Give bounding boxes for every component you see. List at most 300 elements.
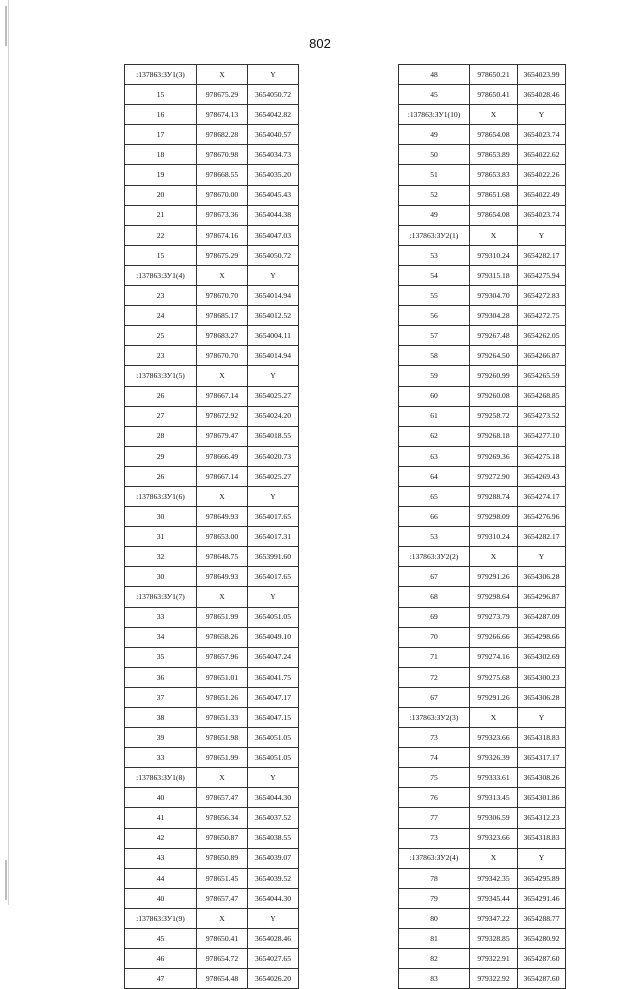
y-coordinate-cell: 3654272.75 <box>518 306 566 326</box>
y-coordinate-cell: 3654272.83 <box>518 286 566 306</box>
parcel-id-cell: :137863:ЗУ2(3) <box>399 708 470 728</box>
coordinate-row <box>125 185 299 205</box>
y-coordinate-cell: 3654051.05 <box>248 748 299 768</box>
coordinates-table-left <box>124 64 299 989</box>
y-coordinate-cell: 3654028.46 <box>248 929 299 949</box>
parcel-id-cell: :137863:ЗУ1(5) <box>125 366 197 386</box>
point-number-cell: 65 <box>399 486 470 506</box>
x-coordinate-cell: 978651.99 <box>197 607 248 627</box>
point-number-cell: 34 <box>125 627 197 647</box>
section-header-row <box>125 768 299 788</box>
coordinate-row <box>399 185 566 205</box>
point-number-cell: 26 <box>125 466 197 486</box>
coordinate-row <box>399 607 566 627</box>
y-coordinate-cell: 3654022.62 <box>518 145 566 165</box>
point-number-cell: 15 <box>125 85 197 105</box>
coordinate-row <box>399 929 566 949</box>
x-header-cell: X <box>470 225 518 245</box>
point-number-cell: 58 <box>399 346 470 366</box>
y-coordinate-cell: 3654295.89 <box>518 868 566 888</box>
point-number-cell: 61 <box>399 406 470 426</box>
coordinate-row <box>125 446 299 466</box>
coordinate-row <box>399 687 566 707</box>
y-header-cell: Y <box>248 587 299 607</box>
y-header-cell: Y <box>248 908 299 928</box>
y-coordinate-cell: 3654028.46 <box>518 85 566 105</box>
y-coordinate-cell: 3654041.75 <box>248 667 299 687</box>
coordinate-row <box>125 728 299 748</box>
y-coordinate-cell: 3654026.20 <box>248 969 299 989</box>
coordinate-row <box>399 748 566 768</box>
x-coordinate-cell: 979328.85 <box>470 929 518 949</box>
coordinate-row <box>399 647 566 667</box>
y-coordinate-cell: 3654296.87 <box>518 587 566 607</box>
coordinate-row <box>125 929 299 949</box>
y-coordinate-cell: 3654050.72 <box>248 245 299 265</box>
point-number-cell: 25 <box>125 326 197 346</box>
y-coordinate-cell: 3654047.17 <box>248 687 299 707</box>
parcel-id-cell: :137863:ЗУ2(2) <box>399 547 470 567</box>
coordinate-row <box>399 486 566 506</box>
y-coordinate-cell: 3654022.26 <box>518 165 566 185</box>
point-number-cell: 29 <box>125 446 197 466</box>
coordinate-row <box>125 527 299 547</box>
point-number-cell: 48 <box>399 65 470 85</box>
y-coordinate-cell: 3654306.28 <box>518 567 566 587</box>
y-header-cell: Y <box>518 105 566 125</box>
point-number-cell: 55 <box>399 286 470 306</box>
x-coordinate-cell: 978653.83 <box>470 165 518 185</box>
y-header-cell: Y <box>248 768 299 788</box>
coordinate-row <box>399 667 566 687</box>
x-coordinate-cell: 978685.17 <box>197 306 248 326</box>
point-number-cell: 83 <box>399 969 470 989</box>
x-coordinate-cell: 978682.28 <box>197 125 248 145</box>
section-header-row <box>125 908 299 928</box>
y-header-cell: Y <box>248 486 299 506</box>
coordinate-row <box>399 868 566 888</box>
point-number-cell: 37 <box>125 687 197 707</box>
y-coordinate-cell: 3654023.99 <box>518 65 566 85</box>
y-coordinate-cell: 3654022.49 <box>518 185 566 205</box>
point-number-cell: 68 <box>399 587 470 607</box>
y-coordinate-cell: 3654018.55 <box>248 426 299 446</box>
x-coordinate-cell: 978670.00 <box>197 185 248 205</box>
x-coordinate-cell: 979347.22 <box>470 908 518 928</box>
x-coordinate-cell: 979267.48 <box>470 326 518 346</box>
coordinate-row <box>399 85 566 105</box>
point-number-cell: 33 <box>125 607 197 627</box>
point-number-cell: 57 <box>399 326 470 346</box>
x-coordinate-cell: 978679.47 <box>197 426 248 446</box>
section-header-row <box>125 366 299 386</box>
x-coordinate-cell: 979291.26 <box>470 687 518 707</box>
y-coordinate-cell: 3654298.66 <box>518 627 566 647</box>
y-coordinate-cell: 3654017.31 <box>248 527 299 547</box>
x-coordinate-cell: 978657.96 <box>197 647 248 667</box>
point-number-cell: 45 <box>125 929 197 949</box>
x-coordinate-cell: 978651.26 <box>197 687 248 707</box>
x-coordinate-cell: 979342.35 <box>470 868 518 888</box>
y-coordinate-cell: 3654025.27 <box>248 386 299 406</box>
x-coordinate-cell: 978656.34 <box>197 808 248 828</box>
point-number-cell: 49 <box>399 125 470 145</box>
x-header-cell: X <box>470 708 518 728</box>
y-coordinate-cell: 3654318.83 <box>518 728 566 748</box>
x-coordinate-cell: 978651.01 <box>197 667 248 687</box>
section-header-row <box>399 105 566 125</box>
coordinate-row <box>125 708 299 728</box>
y-coordinate-cell: 3654275.18 <box>518 446 566 466</box>
x-coordinate-cell: 978650.41 <box>470 85 518 105</box>
coordinate-row <box>125 567 299 587</box>
point-number-cell: 49 <box>399 205 470 225</box>
y-coordinate-cell: 3654288.77 <box>518 908 566 928</box>
y-coordinate-cell: 3654282.17 <box>518 245 566 265</box>
x-header-cell: X <box>470 848 518 868</box>
point-number-cell: 32 <box>125 547 197 567</box>
y-coordinate-cell: 3654047.15 <box>248 708 299 728</box>
x-coordinate-cell: 978670.98 <box>197 145 248 165</box>
y-coordinate-cell: 3654027.65 <box>248 949 299 969</box>
x-header-cell: X <box>197 587 248 607</box>
coordinate-row <box>399 165 566 185</box>
coordinate-row <box>399 205 566 225</box>
coordinate-row <box>125 788 299 808</box>
x-coordinate-cell: 978675.29 <box>197 85 248 105</box>
y-coordinate-cell: 3654306.28 <box>518 687 566 707</box>
parcel-id-cell: :137863:ЗУ1(6) <box>125 486 197 506</box>
coordinate-row <box>125 687 299 707</box>
section-header-row <box>399 547 566 567</box>
point-number-cell: 18 <box>125 145 197 165</box>
point-number-cell: 42 <box>125 828 197 848</box>
y-coordinate-cell: 3654280.92 <box>518 929 566 949</box>
x-coordinate-cell: 979273.79 <box>470 607 518 627</box>
point-number-cell: 40 <box>125 888 197 908</box>
point-number-cell: 22 <box>125 225 197 245</box>
x-coordinate-cell: 979268.18 <box>470 426 518 446</box>
y-coordinate-cell: 3654045.43 <box>248 185 299 205</box>
coordinate-row <box>399 507 566 527</box>
x-coordinate-cell: 978653.89 <box>470 145 518 165</box>
coordinate-row <box>125 406 299 426</box>
page-number: 802 <box>309 36 331 51</box>
coordinate-row <box>399 386 566 406</box>
coordinate-row <box>399 627 566 647</box>
coordinate-row <box>399 888 566 908</box>
coordinate-row <box>399 426 566 446</box>
point-number-cell: 47 <box>125 969 197 989</box>
point-number-cell: 31 <box>125 527 197 547</box>
coordinate-row <box>125 667 299 687</box>
coordinate-row <box>125 607 299 627</box>
section-header-row <box>125 486 299 506</box>
coordinate-row <box>125 466 299 486</box>
point-number-cell: 72 <box>399 667 470 687</box>
y-coordinate-cell: 3654039.52 <box>248 868 299 888</box>
coordinate-row <box>125 85 299 105</box>
x-coordinate-cell: 979304.70 <box>470 286 518 306</box>
point-number-cell: 20 <box>125 185 197 205</box>
coordinate-row <box>399 286 566 306</box>
point-number-cell: 15 <box>125 245 197 265</box>
x-coordinate-cell: 979322.92 <box>470 969 518 989</box>
point-number-cell: 43 <box>125 848 197 868</box>
coordinate-row <box>125 507 299 527</box>
y-coordinate-cell: 3654262.05 <box>518 326 566 346</box>
x-coordinate-cell: 979298.09 <box>470 507 518 527</box>
x-coordinate-cell: 979333.61 <box>470 768 518 788</box>
x-coordinate-cell: 979315.18 <box>470 265 518 285</box>
y-coordinate-cell: 3654017.65 <box>248 507 299 527</box>
y-coordinate-cell: 3654302.69 <box>518 647 566 667</box>
point-number-cell: 41 <box>125 808 197 828</box>
parcel-id-cell: :137863:ЗУ1(8) <box>125 768 197 788</box>
x-coordinate-cell: 979269.36 <box>470 446 518 466</box>
y-coordinate-cell: 3654265.59 <box>518 366 566 386</box>
x-header-cell: X <box>197 65 248 85</box>
point-number-cell: 63 <box>399 446 470 466</box>
y-coordinate-cell: 3654051.05 <box>248 728 299 748</box>
point-number-cell: 71 <box>399 647 470 667</box>
y-coordinate-cell: 3654023.74 <box>518 125 566 145</box>
y-coordinate-cell: 3654049.10 <box>248 627 299 647</box>
point-number-cell: 35 <box>125 647 197 667</box>
x-coordinate-cell: 979274.16 <box>470 647 518 667</box>
point-number-cell: 51 <box>399 165 470 185</box>
x-coordinate-cell: 979323.66 <box>470 828 518 848</box>
point-number-cell: 19 <box>125 165 197 185</box>
y-coordinate-cell: 3654020.73 <box>248 446 299 466</box>
x-coordinate-cell: 979310.24 <box>470 527 518 547</box>
y-coordinate-cell: 3654047.24 <box>248 647 299 667</box>
point-number-cell: 23 <box>125 286 197 306</box>
coordinate-row <box>399 587 566 607</box>
x-coordinate-cell: 979304.28 <box>470 306 518 326</box>
y-header-cell: Y <box>248 366 299 386</box>
x-coordinate-cell: 978668.55 <box>197 165 248 185</box>
point-number-cell: 70 <box>399 627 470 647</box>
x-coordinate-cell: 978650.87 <box>197 828 248 848</box>
x-header-cell: X <box>197 366 248 386</box>
coordinate-row <box>399 265 566 285</box>
y-coordinate-cell: 3654023.74 <box>518 205 566 225</box>
y-header-cell: Y <box>518 708 566 728</box>
y-header-cell: Y <box>518 225 566 245</box>
x-coordinate-cell: 978670.70 <box>197 346 248 366</box>
coordinate-row <box>399 466 566 486</box>
x-coordinate-cell: 979258.72 <box>470 406 518 426</box>
y-coordinate-cell: 3654287.60 <box>518 949 566 969</box>
point-number-cell: 40 <box>125 788 197 808</box>
coordinate-row <box>399 728 566 748</box>
point-number-cell: 73 <box>399 728 470 748</box>
parcel-id-cell: :137863:ЗУ1(9) <box>125 908 197 928</box>
coordinate-row <box>399 145 566 165</box>
y-coordinate-cell: 3653991.60 <box>248 547 299 567</box>
coordinate-row <box>399 366 566 386</box>
x-header-cell: X <box>470 105 518 125</box>
y-coordinate-cell: 3654300.23 <box>518 667 566 687</box>
y-coordinate-cell: 3654318.83 <box>518 828 566 848</box>
y-coordinate-cell: 3654044.38 <box>248 205 299 225</box>
point-number-cell: 53 <box>399 245 470 265</box>
coordinate-row <box>399 808 566 828</box>
coordinate-row <box>399 346 566 366</box>
coordinate-row <box>125 205 299 225</box>
point-number-cell: 67 <box>399 687 470 707</box>
coordinate-row <box>399 125 566 145</box>
x-coordinate-cell: 978672.92 <box>197 406 248 426</box>
x-coordinate-cell: 979322.91 <box>470 949 518 969</box>
coordinate-row <box>125 426 299 446</box>
x-coordinate-cell: 978650.21 <box>470 65 518 85</box>
x-coordinate-cell: 978683.27 <box>197 326 248 346</box>
point-number-cell: 64 <box>399 466 470 486</box>
x-coordinate-cell: 979266.66 <box>470 627 518 647</box>
y-coordinate-cell: 3654273.52 <box>518 406 566 426</box>
parcel-id-cell: :137863:ЗУ1(10) <box>399 105 470 125</box>
y-coordinate-cell: 3654014.94 <box>248 286 299 306</box>
point-number-cell: 30 <box>125 507 197 527</box>
y-coordinate-cell: 3654014.94 <box>248 346 299 366</box>
x-header-cell: X <box>197 486 248 506</box>
x-coordinate-cell: 978650.89 <box>197 848 248 868</box>
coordinate-row <box>125 627 299 647</box>
y-coordinate-cell: 3654312.23 <box>518 808 566 828</box>
coordinate-row <box>125 286 299 306</box>
x-coordinate-cell: 979323.66 <box>470 728 518 748</box>
y-coordinate-cell: 3654047.03 <box>248 225 299 245</box>
parcel-id-cell: :137863:ЗУ1(4) <box>125 265 197 285</box>
section-header-row <box>125 265 299 285</box>
coordinate-row <box>125 848 299 868</box>
y-coordinate-cell: 3654004.11 <box>248 326 299 346</box>
point-number-cell: 74 <box>399 748 470 768</box>
coordinate-row <box>125 225 299 245</box>
coordinate-row <box>125 949 299 969</box>
x-header-cell: X <box>197 908 248 928</box>
x-coordinate-cell: 978651.98 <box>197 728 248 748</box>
point-number-cell: 76 <box>399 788 470 808</box>
x-coordinate-cell: 978657.47 <box>197 888 248 908</box>
x-coordinate-cell: 978666.49 <box>197 446 248 466</box>
x-coordinate-cell: 978674.13 <box>197 105 248 125</box>
x-header-cell: X <box>470 547 518 567</box>
x-coordinate-cell: 978667.14 <box>197 386 248 406</box>
point-number-cell: 56 <box>399 306 470 326</box>
coordinate-row <box>125 547 299 567</box>
coordinate-row <box>399 527 566 547</box>
point-number-cell: 53 <box>399 527 470 547</box>
point-number-cell: 27 <box>125 406 197 426</box>
y-coordinate-cell: 3654269.43 <box>518 466 566 486</box>
point-number-cell: 36 <box>125 667 197 687</box>
y-coordinate-cell: 3654276.96 <box>518 507 566 527</box>
point-number-cell: 39 <box>125 728 197 748</box>
x-coordinate-cell: 979288.74 <box>470 486 518 506</box>
x-coordinate-cell: 979264.50 <box>470 346 518 366</box>
y-coordinate-cell: 3654025.27 <box>248 466 299 486</box>
x-coordinate-cell: 978673.36 <box>197 205 248 225</box>
point-number-cell: 16 <box>125 105 197 125</box>
point-number-cell: 81 <box>399 929 470 949</box>
x-header-cell: X <box>197 768 248 788</box>
coordinate-row <box>125 306 299 326</box>
parcel-id-cell: :137863:ЗУ2(1) <box>399 225 470 245</box>
coordinate-row <box>399 788 566 808</box>
point-number-cell: 59 <box>399 366 470 386</box>
y-coordinate-cell: 3654291.46 <box>518 888 566 908</box>
parcel-id-cell: :137863:ЗУ1(7) <box>125 587 197 607</box>
y-coordinate-cell: 3654051.05 <box>248 607 299 627</box>
y-coordinate-cell: 3654024.20 <box>248 406 299 426</box>
x-coordinate-cell: 978674.16 <box>197 225 248 245</box>
y-coordinate-cell: 3654277.10 <box>518 426 566 446</box>
section-header-row <box>125 65 299 85</box>
coordinate-row <box>399 969 566 989</box>
y-coordinate-cell: 3654308.26 <box>518 768 566 788</box>
point-number-cell: 28 <box>125 426 197 446</box>
y-header-cell: Y <box>248 265 299 285</box>
point-number-cell: 75 <box>399 768 470 788</box>
x-coordinate-cell: 979260.08 <box>470 386 518 406</box>
x-coordinate-cell: 979345.44 <box>470 888 518 908</box>
y-coordinate-cell: 3654039.07 <box>248 848 299 868</box>
x-coordinate-cell: 979291.26 <box>470 567 518 587</box>
point-number-cell: 54 <box>399 265 470 285</box>
coordinate-row <box>399 949 566 969</box>
point-number-cell: 21 <box>125 205 197 225</box>
coordinate-row <box>125 386 299 406</box>
x-coordinate-cell: 978651.45 <box>197 868 248 888</box>
x-coordinate-cell: 978675.29 <box>197 245 248 265</box>
x-coordinate-cell: 978654.48 <box>197 969 248 989</box>
coordinate-row <box>399 406 566 426</box>
y-coordinate-cell: 3654044.30 <box>248 888 299 908</box>
coordinate-row <box>125 808 299 828</box>
section-header-row <box>399 225 566 245</box>
y-coordinate-cell: 3654287.09 <box>518 607 566 627</box>
coordinate-row <box>125 969 299 989</box>
x-coordinate-cell: 978654.72 <box>197 949 248 969</box>
coordinate-row <box>125 125 299 145</box>
x-coordinate-cell: 979260.99 <box>470 366 518 386</box>
y-coordinate-cell: 3654050.72 <box>248 85 299 105</box>
x-coordinate-cell: 978667.14 <box>197 466 248 486</box>
point-number-cell: 69 <box>399 607 470 627</box>
coordinate-row <box>125 748 299 768</box>
x-coordinate-cell: 978649.93 <box>197 507 248 527</box>
x-coordinate-cell: 978658.26 <box>197 627 248 647</box>
x-coordinate-cell: 979306.59 <box>470 808 518 828</box>
y-coordinate-cell: 3654274.17 <box>518 486 566 506</box>
x-coordinate-cell: 979310.24 <box>470 245 518 265</box>
y-coordinate-cell: 3654012.52 <box>248 306 299 326</box>
coordinate-row <box>399 828 566 848</box>
y-coordinate-cell: 3654266.87 <box>518 346 566 366</box>
x-coordinate-cell: 978670.70 <box>197 286 248 306</box>
coordinate-row <box>125 165 299 185</box>
point-number-cell: 17 <box>125 125 197 145</box>
point-number-cell: 24 <box>125 306 197 326</box>
point-number-cell: 77 <box>399 808 470 828</box>
coordinate-row <box>125 346 299 366</box>
x-coordinate-cell: 978649.93 <box>197 567 248 587</box>
section-header-row <box>125 587 299 607</box>
point-number-cell: 23 <box>125 346 197 366</box>
